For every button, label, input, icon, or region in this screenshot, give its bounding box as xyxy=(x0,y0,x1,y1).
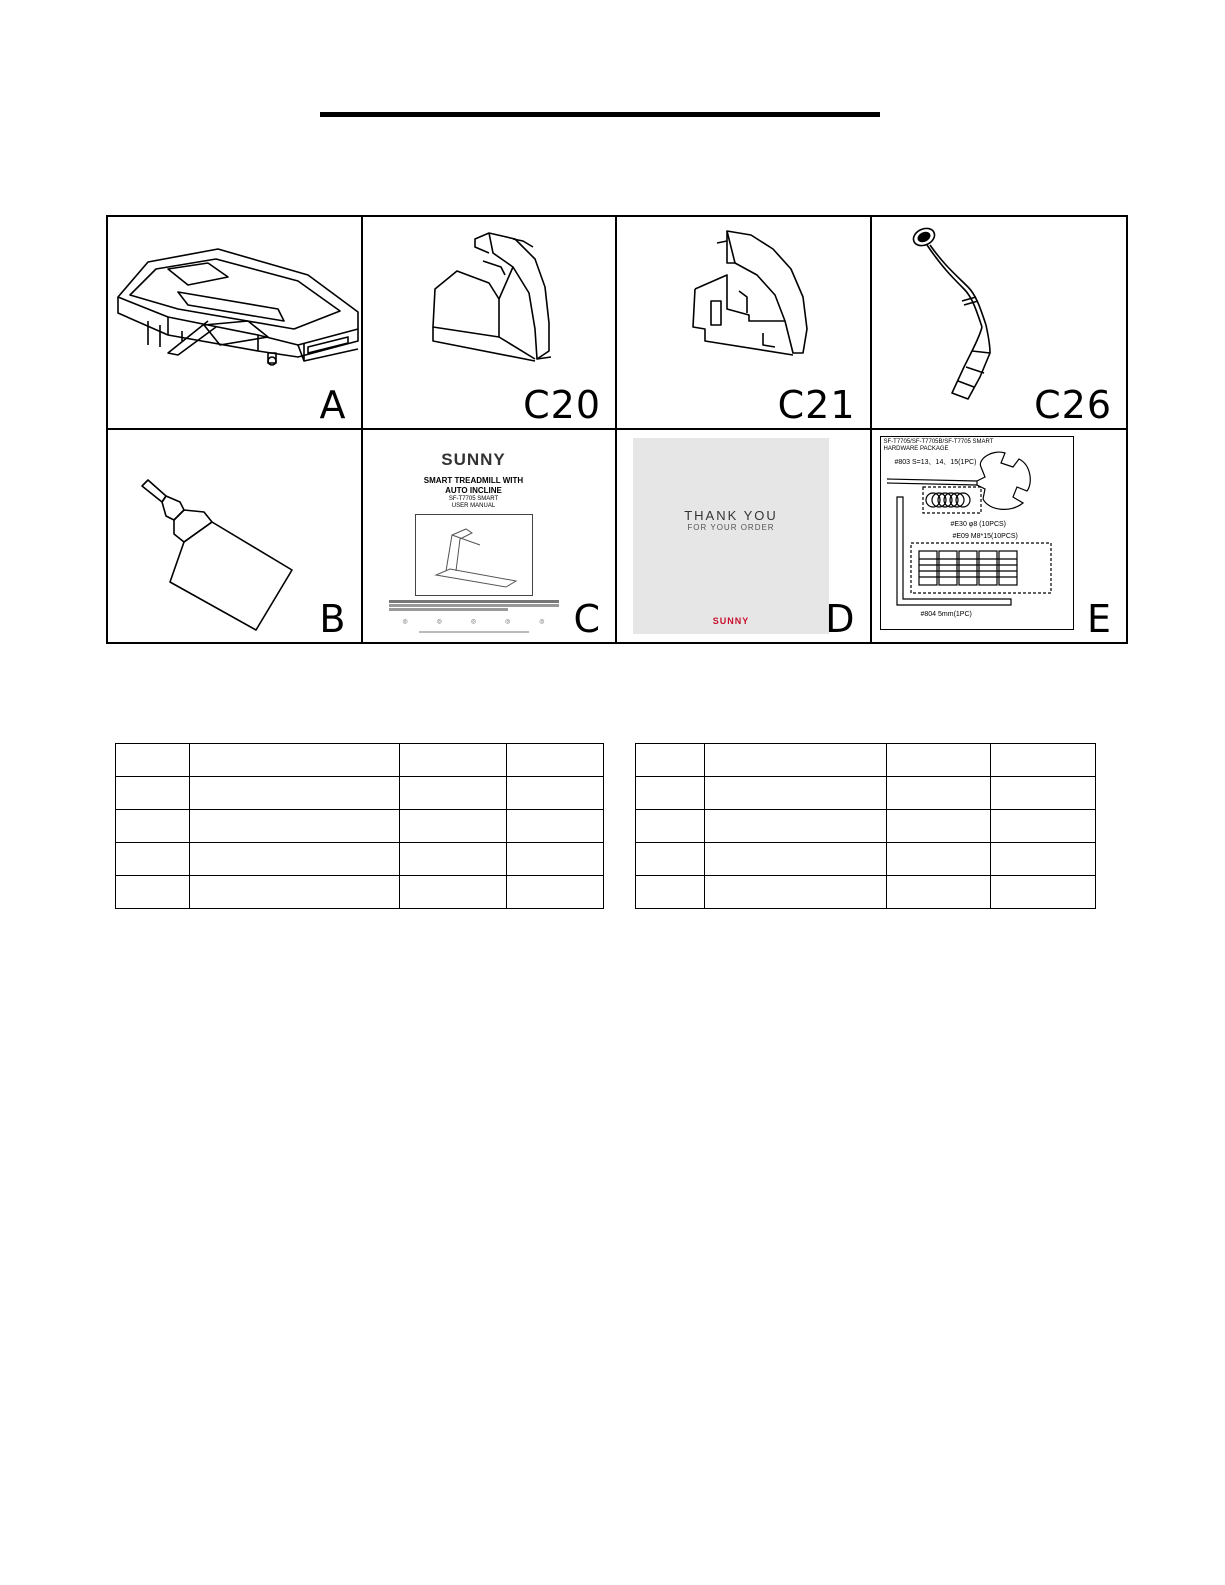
hardware-package-icon xyxy=(880,436,1074,630)
table-row xyxy=(116,843,604,876)
part-cell-d xyxy=(617,430,872,643)
part-label: D xyxy=(825,597,856,641)
part-cell-c20 xyxy=(363,217,618,430)
card-line2: FOR YOUR ORDER xyxy=(687,522,775,532)
table-row xyxy=(636,744,1096,777)
part-cell-e xyxy=(872,430,1127,643)
wrench-shaft-icon xyxy=(887,479,977,481)
table-row xyxy=(116,810,604,843)
washer-label: #E30 φ8 (10PCS) xyxy=(950,520,1007,528)
thank-you-card-icon xyxy=(633,438,829,634)
part-label: C26 xyxy=(1034,382,1112,427)
manual-fine-print xyxy=(389,600,559,611)
hardware-header-line1: SF-T7705/SF-T7705B/SF-T7705 SMART xyxy=(883,438,994,445)
part-label: B xyxy=(319,597,347,641)
part-label: C20 xyxy=(523,382,601,427)
card-line1: THANK YOU xyxy=(684,507,778,523)
manual-brand: SUNNY xyxy=(441,449,506,469)
allen-key-label: #804 5mm(1PC) xyxy=(920,610,972,618)
manual-social-icons xyxy=(389,612,559,625)
wrench-label: #803 S=13、14、15(1PC) xyxy=(894,458,977,466)
treadmill-photo-icon xyxy=(416,515,532,595)
parts-list-table-right xyxy=(635,743,1096,909)
manual-cover-photo xyxy=(415,514,533,596)
table-row xyxy=(116,777,604,810)
card-brand: SUNNY xyxy=(712,615,750,626)
facebook-icon: ◎ xyxy=(402,618,408,625)
table-row xyxy=(636,810,1096,843)
user-manual-icon xyxy=(389,448,559,634)
part-label: C xyxy=(573,597,601,641)
title-underline xyxy=(320,112,880,117)
pinterest-icon: ◎ xyxy=(470,618,477,625)
part-label: A xyxy=(319,382,347,427)
part-cell-c21 xyxy=(617,217,872,430)
bolt-set-icon xyxy=(919,551,1017,585)
part-cell-c xyxy=(363,430,618,643)
hardware-header-line2: HARDWARE PACKAGE xyxy=(883,445,949,452)
part-cell-b xyxy=(108,430,363,643)
table-row xyxy=(116,876,604,909)
parts-illustration-grid xyxy=(106,215,1128,644)
table-row xyxy=(116,744,604,777)
table-row xyxy=(636,777,1096,810)
manual-model: SF-T7705 SMART xyxy=(448,495,499,502)
part-cell-a xyxy=(108,217,363,430)
instagram-icon: ◎ xyxy=(436,618,442,625)
twitter-icon: ◎ xyxy=(539,618,545,625)
wrench-head-icon xyxy=(977,452,1030,509)
parts-list-table-left xyxy=(115,743,604,909)
manual-title-line1: SMART TREADMILL WITH xyxy=(423,475,524,485)
table-row xyxy=(636,876,1096,909)
table-row xyxy=(636,843,1096,876)
part-label: E xyxy=(1086,597,1112,641)
manual-title-line2: AUTO INCLINE xyxy=(445,485,502,495)
bolt-label: #E09 M8*15(10PCS) xyxy=(952,532,1018,540)
manual-subtitle: USER MANUAL xyxy=(451,502,496,509)
part-label: C21 xyxy=(777,382,856,427)
youtube-icon: ◎ xyxy=(505,618,511,625)
part-cell-c26 xyxy=(872,217,1127,430)
